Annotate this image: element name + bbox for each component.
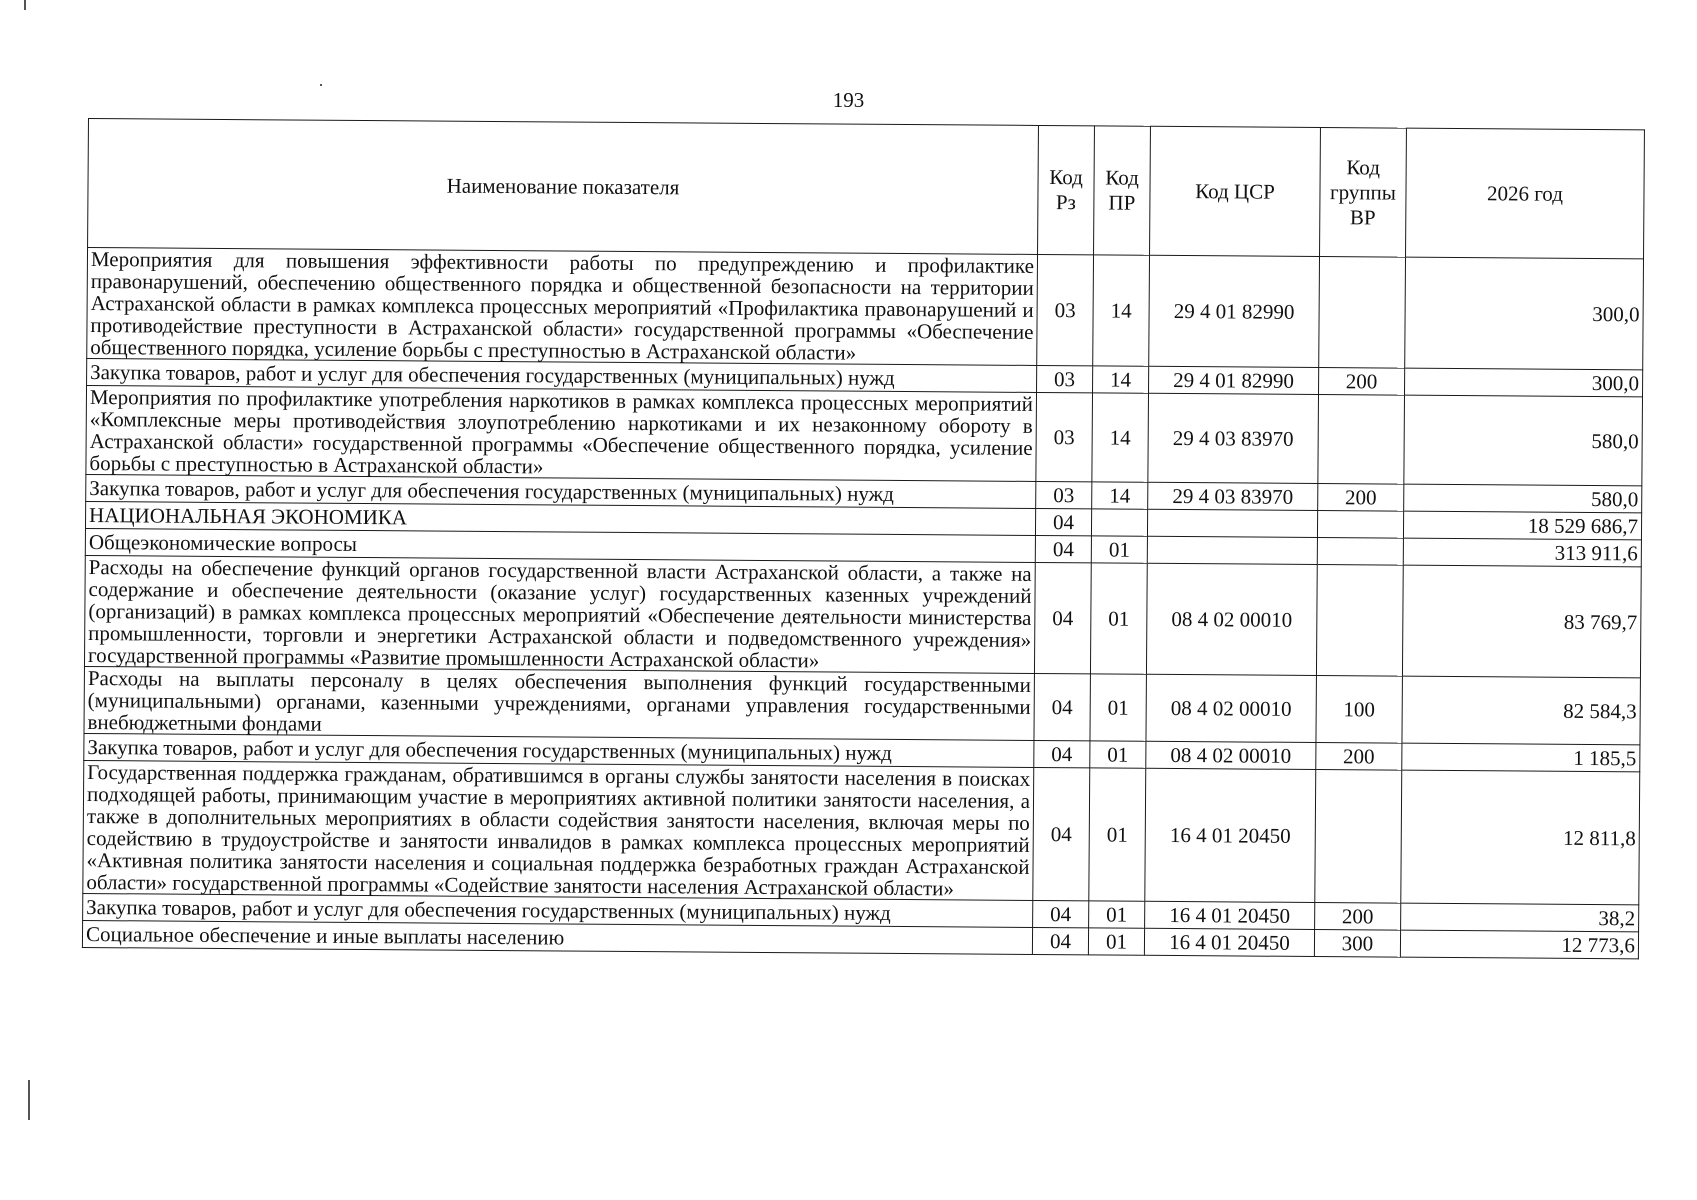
row-pr: 14	[1093, 366, 1149, 393]
page-number: 193	[832, 88, 865, 112]
row-amount: 300,0	[1405, 368, 1643, 397]
row-pr: 01	[1088, 928, 1144, 955]
row-csr	[1147, 509, 1317, 537]
row-rz: 04	[1034, 740, 1090, 767]
row-vr	[1317, 511, 1403, 539]
header-name: Наименование показателя	[88, 119, 1039, 255]
row-pr: 01	[1090, 741, 1146, 768]
row-rz: 04	[1034, 673, 1090, 740]
row-rz: 03	[1037, 254, 1094, 365]
row-rz: 04	[1033, 767, 1090, 900]
row-csr: 08 4 02 00010	[1146, 674, 1316, 742]
row-amount: 82 584,3	[1402, 676, 1640, 745]
row-vr	[1318, 395, 1405, 485]
row-csr: 29 4 01 82990	[1149, 255, 1320, 367]
row-amount: 1 185,5	[1402, 743, 1640, 772]
header-vr: Код группы ВР	[1320, 128, 1407, 258]
row-csr: 29 4 03 83970	[1148, 482, 1318, 510]
row-name: Социальное обеспечение и иные выплаты населению	[82, 920, 1032, 954]
table-header-row	[88, 119, 1645, 259]
row-pr: 01	[1089, 768, 1146, 901]
row-name: Закупка товаров, работ и услуг для обеспечения государственных (муниципальных) нужд	[83, 893, 1033, 927]
row-vr: 200	[1319, 368, 1405, 396]
header-year: 2026 год	[1406, 128, 1645, 259]
row-csr: 16 4 01 20450	[1145, 901, 1315, 929]
row-rz: 03	[1037, 365, 1093, 392]
header-csr: Код ЦСР	[1150, 126, 1321, 256]
row-amount: 83 769,7	[1402, 565, 1641, 678]
table-row	[83, 760, 1640, 904]
budget-sheet	[82, 118, 1644, 959]
header-rz: Код Рз	[1038, 125, 1095, 254]
row-name: Расходы на обеспечение функций органов государственной власти Астраханской области, а также на содержание и обеспечение деятельности (оказание услуг) государственных казенных учреждений (организаций) в рамках комплекса процессных мероприятий «Обеспечение деятельности министерства промышленности, торговли и энергетики Астраханской области и подведомственного учреждения» государственной программы «Развитие промышленности Астраханской области»	[84, 555, 1035, 673]
row-amount: 12 811,8	[1401, 770, 1640, 905]
row-name: Мероприятия для повышения эффективности работы по предупреждению и профилактике правонарушений, обеспечению общественного порядка и общественной безопасности на территории Астраханской области в рамках комплекса процессных мероприятий «Профилактика правонарушений и противодействие преступности в Астраханской области» государственной программы «Обеспечение общественного порядка, усиление борьбы с преступностью в Астраханской области»	[87, 248, 1038, 366]
row-pr: 14	[1092, 393, 1149, 482]
row-rz: 03	[1036, 392, 1093, 481]
row-name: Государственная поддержка гражданам, обратившимся в органы службы занятости населения в поисках подходящей работы, принимающим участие в мероприятиях активной политики занятости населения, а также в дополнительных мероприятиях в области содействия занятости населения, включая меры по содействию в трудоустройстве и занятости инвалидов в рамках комплекса процессных мероприятий «Активная политика занятости населения и социальная поддержка безработных граждан Астраханской области» государственной программы «Содействие занятости населения Астраханской области»	[83, 760, 1034, 900]
scan-edge-mark	[24, 0, 26, 10]
table-row	[84, 555, 1641, 677]
row-amount: 12 773,6	[1400, 930, 1638, 959]
row-name: Мероприятия по профилактике употребления наркотиков в рамках комплекса процессных мероприятий «Комплексные меры противодействия злоупотреблению наркотиками и их незаконному обороту в Астраханской области» государственной программы «Обеспечение общественного порядка, усиление борьбы с преступностью в Астраханской области»	[86, 385, 1037, 481]
row-name: НАЦИОНАЛЬНАЯ ЭКОНОМИКА	[85, 501, 1035, 535]
row-amount: 580,0	[1404, 484, 1642, 513]
row-amount: 580,0	[1404, 395, 1643, 486]
row-name: Расходы на выплаты персоналу в целях обеспечения выполнения функций государственными (муниципальными) органами, казенными учреждениями, органами управления государственными внебюджетными фондами	[84, 666, 1034, 740]
row-vr: 200	[1318, 484, 1404, 512]
row-vr: 200	[1315, 903, 1401, 931]
scan-dust-dot	[320, 84, 322, 86]
row-amount: 313 911,6	[1403, 538, 1641, 567]
row-csr	[1147, 536, 1317, 564]
scan-edge-mark	[28, 1080, 30, 1120]
row-pr: 01	[1090, 563, 1147, 674]
row-pr: 14	[1093, 255, 1150, 366]
row-rz: 04	[1033, 900, 1089, 927]
row-name: Общеэкономические вопросы	[85, 528, 1035, 562]
row-rz: 04	[1035, 535, 1091, 562]
row-amount: 300,0	[1405, 257, 1644, 370]
header-pr: Код ПР	[1094, 126, 1151, 255]
row-name: Закупка товаров, работ и услуг для обеспечения государственных (муниципальных) нужд	[87, 358, 1037, 392]
table-row	[86, 385, 1643, 485]
row-csr: 16 4 01 20450	[1144, 928, 1314, 956]
row-rz: 03	[1036, 481, 1092, 508]
row-csr: 16 4 01 20450	[1145, 768, 1316, 902]
row-name: Закупка товаров, работ и услуг для обеспечения государственных (муниципальных) нужд	[84, 733, 1034, 767]
row-csr: 08 4 02 00010	[1146, 563, 1317, 675]
row-vr: 100	[1316, 676, 1402, 744]
row-rz: 04	[1035, 508, 1091, 535]
row-pr	[1091, 509, 1147, 536]
row-pr: 01	[1090, 674, 1146, 741]
row-vr: 300	[1314, 930, 1400, 958]
row-pr: 01	[1089, 901, 1145, 928]
row-csr: 29 4 03 83970	[1148, 393, 1319, 483]
row-vr	[1319, 257, 1406, 369]
row-pr: 14	[1092, 482, 1148, 509]
row-csr: 29 4 01 82990	[1149, 366, 1319, 394]
table-row	[87, 248, 1644, 370]
budget-table	[82, 118, 1645, 959]
row-amount: 18 529 686,7	[1403, 511, 1641, 540]
row-pr: 01	[1091, 536, 1147, 563]
row-csr: 08 4 02 00010	[1146, 741, 1316, 769]
row-rz: 04	[1032, 927, 1088, 954]
row-vr	[1316, 565, 1403, 677]
row-vr	[1317, 538, 1403, 566]
row-amount: 38,2	[1401, 903, 1639, 932]
row-rz: 04	[1034, 562, 1091, 673]
row-name: Закупка товаров, работ и услуг для обеспечения государственных (муниципальных) нужд	[86, 474, 1036, 508]
row-vr	[1315, 770, 1402, 904]
row-vr: 200	[1316, 743, 1402, 771]
table-row	[84, 666, 1640, 744]
